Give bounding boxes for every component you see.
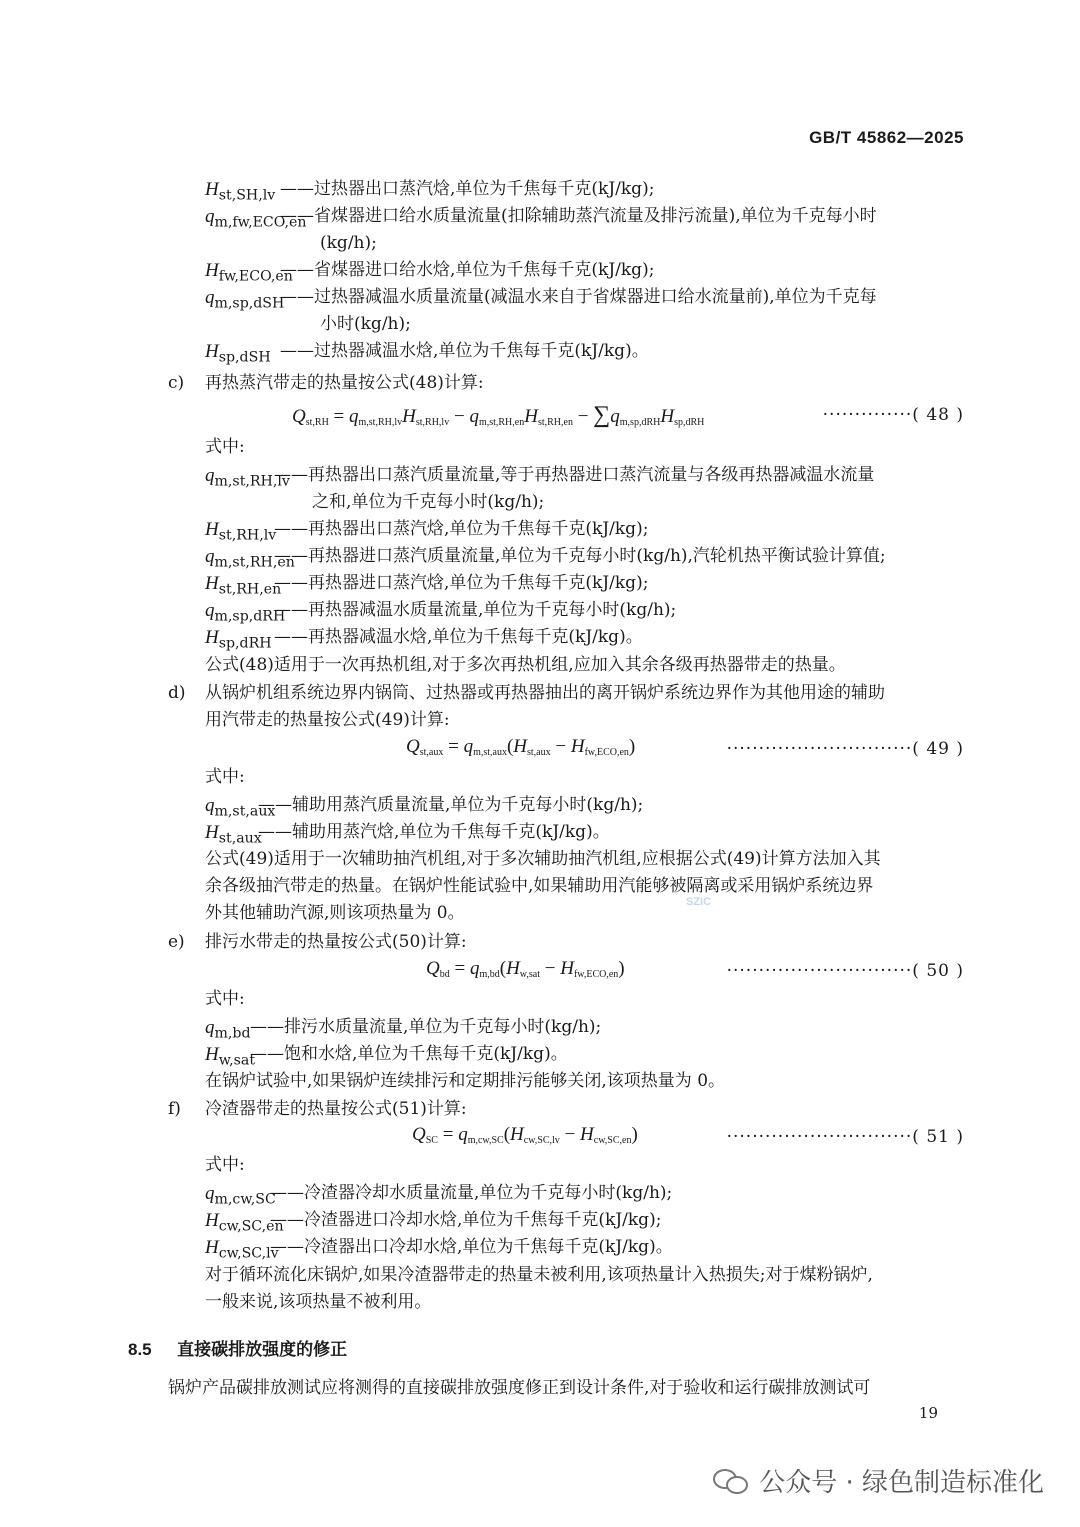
definition-text: ——再热器出口蒸汽质量流量,等于再热器进口蒸汽流量与各级再热器减温水流量 (274, 465, 875, 485)
definition-symbol: $H_{st,RH,lv}$ (205, 519, 277, 544)
definition-symbol: $q_{m,st,RH,lv}$ (205, 465, 290, 490)
definition-symbol: $q_{m,sp,dSH}$ (205, 287, 285, 312)
definition-symbol: $q_{m,sp,dRH}$ (205, 600, 286, 625)
item-letter-d: d) (168, 683, 186, 703)
definition-text: ——再热器减温水焓,单位为千焦每千克(kJ/kg)。 (274, 627, 643, 647)
section-title: 直接碳排放强度的修正 (177, 1340, 348, 1359)
equation-48: $Q_{st,RH} = q_{m,st,RH,lv}H_{st,RH,lv} - q_{m,st,RH,en}H_{st,RH,en} - \sum q_{m,sp,dRH}H_{sp,dRH}$ (292, 402, 705, 428)
definition-text: ——再热器进口蒸汽质量流量,单位为千克每小时(kg/h),汽轮机热平衡试验计算值; (274, 546, 886, 566)
item-d-note-1: 公式(49)适用于一次辅助抽汽机组,对于多次辅助抽汽机组,应根据公式(49)计算方法加入其 (205, 849, 881, 869)
definition-text: ——冷渣器冷却水质量流量,单位为千克每小时(kg/h); (270, 1183, 673, 1203)
item-f-text: 冷渣器带走的热量按公式(51)计算: (205, 1099, 467, 1119)
definition-symbol: $q_{m,fw,ECO,en}$ (205, 206, 307, 231)
shizhong-label: 式中: (205, 989, 245, 1009)
section-body: 锅炉产品碳排放测试应将测得的直接碳排放强度修正到设计条件,对于验收和运行碳排放测试可 (168, 1378, 871, 1398)
definition-text: ——辅助用蒸汽质量流量,单位为千克每小时(kg/h); (258, 795, 644, 815)
equation-50: $Q_{bd} = q_{m,bd}(H_{w,sat} - H_{fw,ECO,en})$ (426, 958, 625, 980)
definition-text-continued: (kg/h); (320, 233, 377, 253)
definition-symbol: $H_{st,SH,lv}$ (205, 179, 276, 204)
shizhong-label: 式中: (205, 767, 245, 787)
shizhong-label: 式中: (205, 437, 245, 457)
definition-text: ——冷渣器出口冷却水焓,单位为千焦每千克(kJ/kg)。 (270, 1237, 673, 1257)
equation-number-48: ··············( 48 ) (822, 405, 964, 425)
definition-symbol: $H_{cw,SC,lv}$ (205, 1237, 279, 1262)
definition-text: ——省煤器进口给水焓,单位为千焦每千克(kJ/kg); (280, 260, 655, 280)
item-c-note: 公式(48)适用于一次再热机组,对于多次再热机组,应加入其余各级再热器带走的热量。 (205, 655, 846, 675)
item-d-text-2: 用汽带走的热量按公式(49)计算: (205, 710, 450, 730)
definition-text: ——排污水质量流量,单位为千克每小时(kg/h); (250, 1017, 602, 1037)
definition-symbol: $H_{st,RH,en}$ (205, 573, 282, 598)
item-e-text: 排污水带走的热量按公式(50)计算: (205, 932, 467, 952)
section-heading (128, 1335, 347, 1360)
equation-number-51: ·····························( 51 ) (726, 1127, 964, 1147)
equation-51: $Q_{SC} = q_{m,cw,SC}(H_{cw,SC,lv} - H_{cw,SC,en})$ (412, 1124, 638, 1146)
definition-text: ——过热器减温水质量流量(减温水来自于省煤器进口给水流量前),单位为千克每 (280, 287, 877, 307)
equation-number-50: ·····························( 50 ) (726, 961, 964, 981)
item-letter-f: f) (168, 1099, 181, 1119)
item-d-note-3: 外其他辅助汽源,则该项热量为 0。 (205, 903, 465, 923)
standard-code: GB/T 45862—2025 (809, 128, 964, 147)
item-letter-e: e) (168, 932, 185, 952)
item-d-text-1: 从锅炉机组系统边界内锅筒、过热器或再热器抽出的离开锅炉系统边界作为其他用途的辅助 (205, 683, 885, 703)
definition-text: ——过热器出口蒸汽焓,单位为千焦每千克(kJ/kg); (280, 179, 655, 199)
definition-symbol: $q_{m,st,aux}$ (205, 795, 276, 820)
wechat-watermark (713, 1462, 1044, 1499)
wechat-icon (713, 1467, 749, 1495)
definition-symbol: $H_{st,aux}$ (205, 822, 262, 847)
section-number: 8.5 (128, 1340, 152, 1359)
definition-symbol: $q_{m,cw,SC}$ (205, 1183, 276, 1208)
definition-symbol: $H_{fw,ECO,en}$ (205, 260, 293, 285)
definition-text: ——省煤器进口给水质量流量(扣除辅助蒸汽流量及排污流量),单位为千克每小时 (280, 206, 877, 226)
item-f-note-1: 对于循环流化床锅炉,如果冷渣器带走的热量未被利用,该项热量计入热损失;对于煤粉锅炉, (205, 1265, 873, 1285)
definition-text: ——饱和水焓,单位为千焦每千克(kJ/kg)。 (250, 1044, 568, 1064)
definition-symbol: $q_{m,st,RH,en}$ (205, 546, 295, 571)
definition-text-continued: 小时(kg/h); (320, 314, 411, 334)
definition-symbol: $H_{sp,dRH}$ (205, 627, 272, 652)
item-e-note: 在锅炉试验中,如果锅炉连续排污和定期排污能够关闭,该项热量为 0。 (205, 1071, 726, 1091)
definition-text: ——过热器减温水焓,单位为千焦每千克(kJ/kg)。 (280, 341, 649, 361)
item-letter-c: c) (168, 373, 185, 393)
definition-symbol: $H_{cw,SC,en}$ (205, 1210, 284, 1235)
definition-symbol: $H_{sp,dSH}$ (205, 341, 271, 366)
item-c-text: 再热蒸汽带走的热量按公式(48)计算: (205, 373, 484, 393)
definition-text: ——辅助用蒸汽焓,单位为千焦每千克(kJ/kg)。 (258, 822, 610, 842)
definition-text: ——冷渣器进口冷却水焓,单位为千焦每千克(kJ/kg); (270, 1210, 662, 1230)
page-number: 19 (918, 1404, 938, 1422)
shizhong-label: 式中: (205, 1155, 245, 1175)
item-d-note-2: 余各级抽汽带走的热量。在锅炉性能试验中,如果辅助用汽能够被隔离或采用锅炉系统边界 (205, 876, 874, 896)
item-f-note-2: 一般来说,该项热量不被利用。 (205, 1292, 432, 1312)
definition-symbol: $q_{m,bd}$ (205, 1017, 251, 1042)
faint-watermark: SZIC (686, 896, 712, 908)
definition-text: ——再热器减温水质量流量,单位为千克每小时(kg/h); (274, 600, 677, 620)
equation-49: $Q_{st,aux} = q_{m,st,aux}(H_{st,aux} - H_{fw,ECO,en})$ (406, 736, 636, 758)
equation-number-49: ·····························( 49 ) (726, 739, 964, 759)
definition-text: ——再热器出口蒸汽焓,单位为千焦每千克(kJ/kg); (274, 519, 649, 539)
definition-text: ——再热器进口蒸汽焓,单位为千焦每千克(kJ/kg); (274, 573, 649, 593)
definition-symbol: $H_{w,sat}$ (205, 1044, 256, 1069)
watermark-text: 公众号 · 绿色制造标准化 (759, 1468, 1044, 1498)
definition-text-continued: 之和,单位为千克每小时(kg/h); (312, 492, 545, 512)
